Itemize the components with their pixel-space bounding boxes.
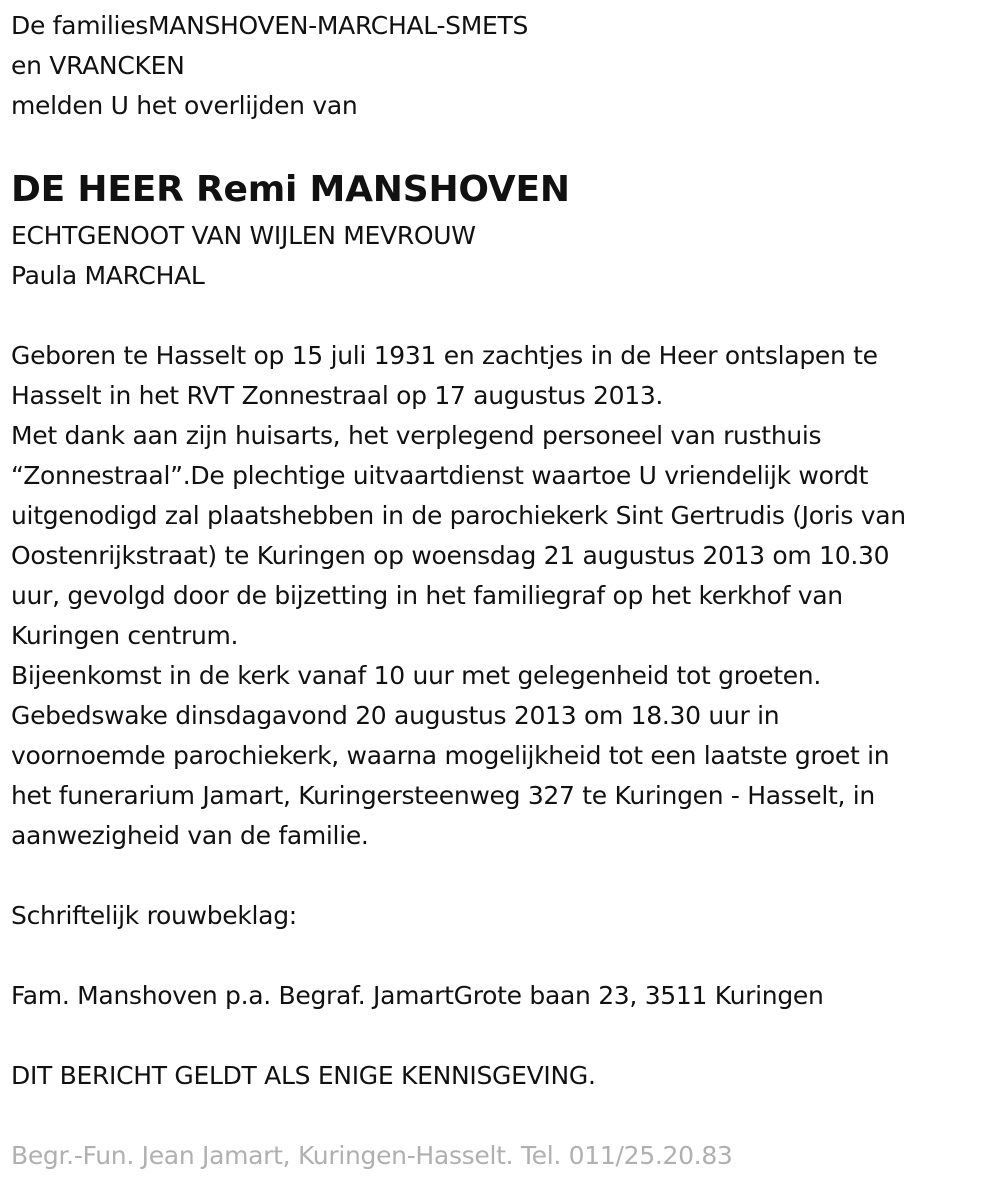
body-line: “Zonnestraal”.De plechtige uitvaartdienst waartoe U vriendelijk wordt <box>11 461 869 490</box>
spacer <box>11 1016 996 1056</box>
condolences-address: Fam. Manshoven p.a. Begraf. JamartGrote baan 23, 3511 Kuringen <box>11 981 824 1010</box>
condolences-label: Schriftelijk rouwbeklag: <box>11 901 297 930</box>
deceased-relation: ECHTGENOOT VAN WIJLEN MEVROUW <box>11 221 476 250</box>
body-line: Gebedswake dinsdagavond 20 augustus 2013 om 18.30 uur in <box>11 701 780 730</box>
body-line: Geboren te Hasselt op 15 juli 1931 en zachtjes in de Heer ontslapen te <box>11 341 878 370</box>
body-line: uitgenodigd zal plaatshebben in de parochiekerk Sint Gertrudis (Joris van <box>11 501 906 530</box>
header-announcement-line: melden U het overlijden van <box>11 91 358 120</box>
body-line: uur, gevolgd door de bijzetting in het familiegraf op het kerkhof van <box>11 581 843 610</box>
spacer <box>11 1096 996 1136</box>
body-line: aanwezigheid van de familie. <box>11 821 369 850</box>
obituary-document <box>11 6 996 1176</box>
body-line: Bijeenkomst in de kerk vanaf 10 uur met gelegenheid tot groeten. <box>11 661 821 690</box>
body-line: Met dank aan zijn huisarts, het verplegend personeel van rusthuis <box>11 421 822 450</box>
spacer <box>11 936 996 976</box>
body-text <box>11 336 996 856</box>
deceased-title: DE HEER Remi MANSHOVEN <box>11 169 570 210</box>
header-families-line-2: en VRANCKEN <box>11 51 185 80</box>
body-line: Kuringen centrum. <box>11 621 239 650</box>
spacer <box>11 856 996 896</box>
header-families-line: De familiesMANSHOVEN-MARCHAL-SMETS <box>11 11 529 40</box>
funeral-home-footer: Begr.-Fun. Jean Jamart, Kuringen-Hasselt. Tel. 011/25.20.83 <box>11 1141 733 1170</box>
spacer <box>11 296 996 336</box>
body-line: het funerarium Jamart, Kuringersteenweg 327 te Kuringen - Hasselt, in <box>11 781 875 810</box>
notice-text: DIT BERICHT GELDT ALS ENIGE KENNISGEVING. <box>11 1061 596 1090</box>
body-line: Oostenrijkstraat) te Kuringen op woensdag 21 augustus 2013 om 10.30 <box>11 541 890 570</box>
body-line: Hasselt in het RVT Zonnestraal op 17 augustus 2013. <box>11 381 664 410</box>
deceased-spouse: Paula MARCHAL <box>11 261 205 290</box>
body-line: voornoemde parochiekerk, waarna mogelijkheid tot een laatste groet in <box>11 741 890 770</box>
